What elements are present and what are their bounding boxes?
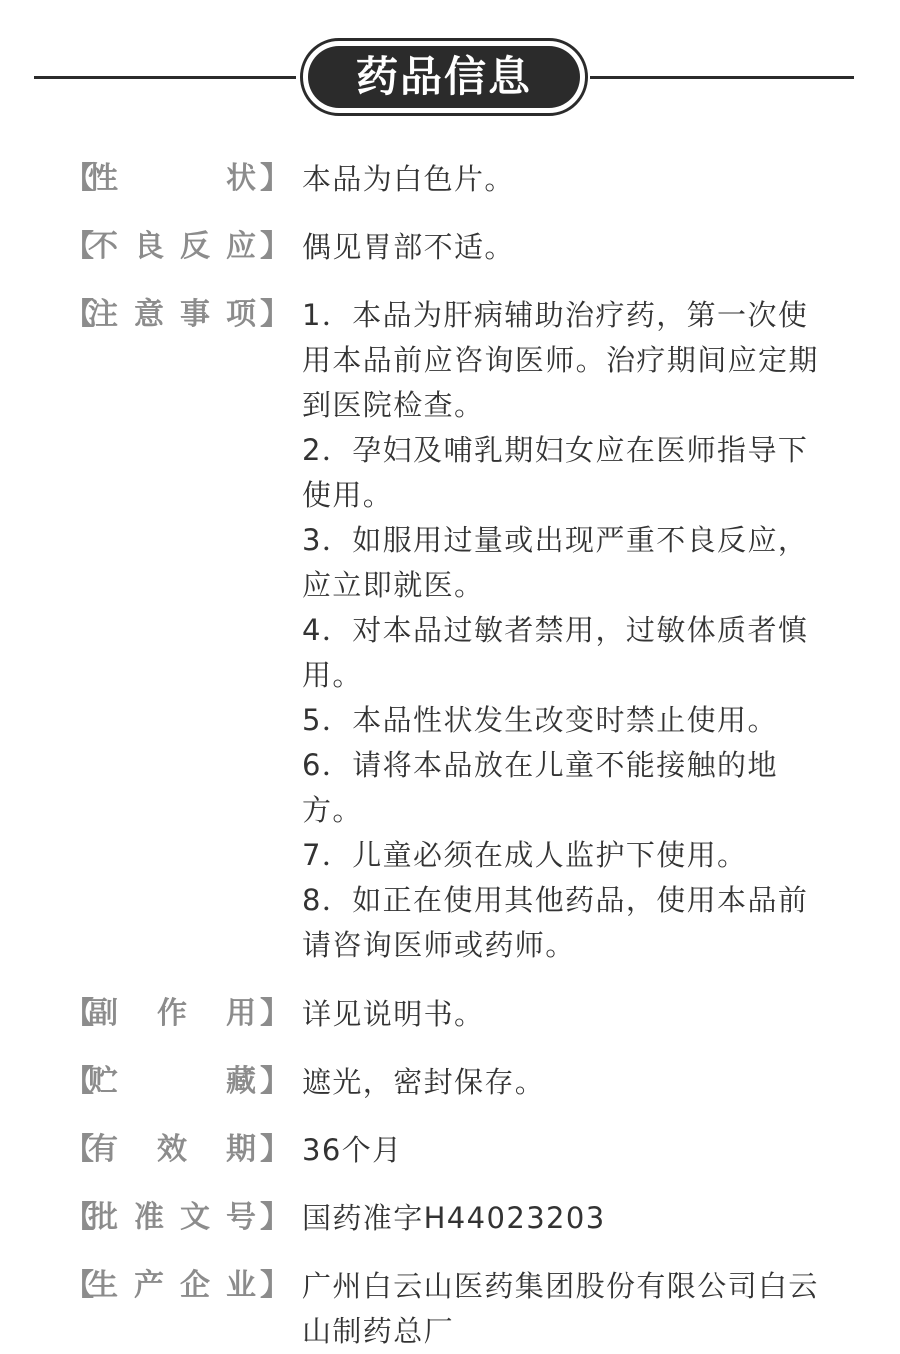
label-text <box>84 992 260 1036</box>
section-title: 药品信息 <box>308 46 580 108</box>
label-char: 期 <box>226 1132 256 1167</box>
info-row-side-effects <box>64 992 834 1037</box>
header-divider-left <box>34 76 296 79</box>
label-char: 生 <box>88 1268 118 1303</box>
precaution-item: 8．如正在使用其他药品，使用本品前请咨询医师或药师。 <box>302 883 809 962</box>
info-label: 【 副 作 用 】 <box>64 992 280 1036</box>
precaution-item: 7．儿童必须在成人监护下使用。 <box>302 838 748 872</box>
label-char: 副 <box>88 996 118 1031</box>
title-badge <box>300 38 588 116</box>
label-char: 业 <box>226 1268 256 1303</box>
label-char: 号 <box>226 1200 256 1235</box>
label-char: 作 <box>157 996 187 1031</box>
info-label: 【 生 产 企 业 】 <box>64 1264 280 1308</box>
label-char: 反 <box>180 229 210 264</box>
label-char: 贮 <box>88 1064 118 1099</box>
label-char: 有 <box>88 1132 118 1167</box>
label-text <box>84 293 260 337</box>
section-header <box>0 0 900 150</box>
label-char: 项 <box>226 297 256 332</box>
label-char: 事 <box>180 297 210 332</box>
precaution-item: 2．孕妇及哺乳期妇女应在医师指导下使用。 <box>302 433 809 512</box>
info-value-list <box>302 293 822 968</box>
info-row-manufacturer <box>64 1264 834 1354</box>
label-text <box>84 1196 260 1240</box>
info-value: 国药准字H44023203 <box>302 1201 606 1235</box>
info-label: 【 性 状 】 <box>64 157 280 201</box>
info-row-shelf-life <box>64 1128 834 1173</box>
info-value: 偶见胃部不适。 <box>302 230 515 264</box>
label-char: 效 <box>157 1132 187 1167</box>
label-char: 准 <box>134 1200 164 1235</box>
precaution-item: 6．请将本品放在儿童不能接触的地方。 <box>302 748 778 827</box>
label-char: 文 <box>180 1200 210 1235</box>
label-char: 批 <box>88 1200 118 1235</box>
info-row-appearance <box>64 157 834 202</box>
label-char: 性 <box>88 161 118 196</box>
precaution-item: 1．本品为肝病辅助治疗药，第一次使用本品前应咨询医师。治疗期间应定期到医院检查。 <box>302 298 819 422</box>
label-text <box>84 225 260 269</box>
info-label: 【 注 意 事 项 】 <box>64 293 280 337</box>
info-row-approval-number <box>64 1196 834 1241</box>
label-text <box>84 1060 260 1104</box>
label-text <box>84 157 260 201</box>
header-divider-right <box>590 76 854 79</box>
label-text <box>84 1128 260 1172</box>
info-label: 【 有 效 期 】 <box>64 1128 280 1172</box>
info-label: 【 不 良 反 应 】 <box>64 225 280 269</box>
label-char: 藏 <box>226 1064 256 1099</box>
label-text <box>84 1264 260 1308</box>
label-char: 用 <box>226 996 256 1031</box>
label-char: 应 <box>226 229 256 264</box>
label-char: 产 <box>134 1268 164 1303</box>
info-value: 广州白云山医药集团股份有限公司白云山制药总厂 <box>302 1269 819 1348</box>
info-value: 36个月 <box>302 1133 403 1167</box>
info-row-precautions <box>64 293 834 968</box>
info-label: 【 贮 藏 】 <box>64 1060 280 1104</box>
label-char: 状 <box>226 161 256 196</box>
label-char: 意 <box>134 297 164 332</box>
info-value: 遮光，密封保存。 <box>302 1065 546 1099</box>
label-char: 企 <box>180 1268 210 1303</box>
label-char: 注 <box>88 297 118 332</box>
precaution-item: 3．如服用过量或出现严重不良反应，应立即就医。 <box>302 523 809 602</box>
info-label: 【 批 准 文 号 】 <box>64 1196 280 1240</box>
info-row-storage <box>64 1060 834 1105</box>
precaution-item: 5．本品性状发生改变时禁止使用。 <box>302 703 778 737</box>
label-char: 不 <box>88 229 118 264</box>
info-value: 详见说明书。 <box>302 997 485 1031</box>
info-row-adverse-reactions <box>64 225 834 270</box>
precaution-item: 4．对本品过敏者禁用，过敏体质者慎用。 <box>302 613 809 692</box>
info-value: 本品为白色片。 <box>302 162 515 196</box>
label-char: 良 <box>134 229 164 264</box>
